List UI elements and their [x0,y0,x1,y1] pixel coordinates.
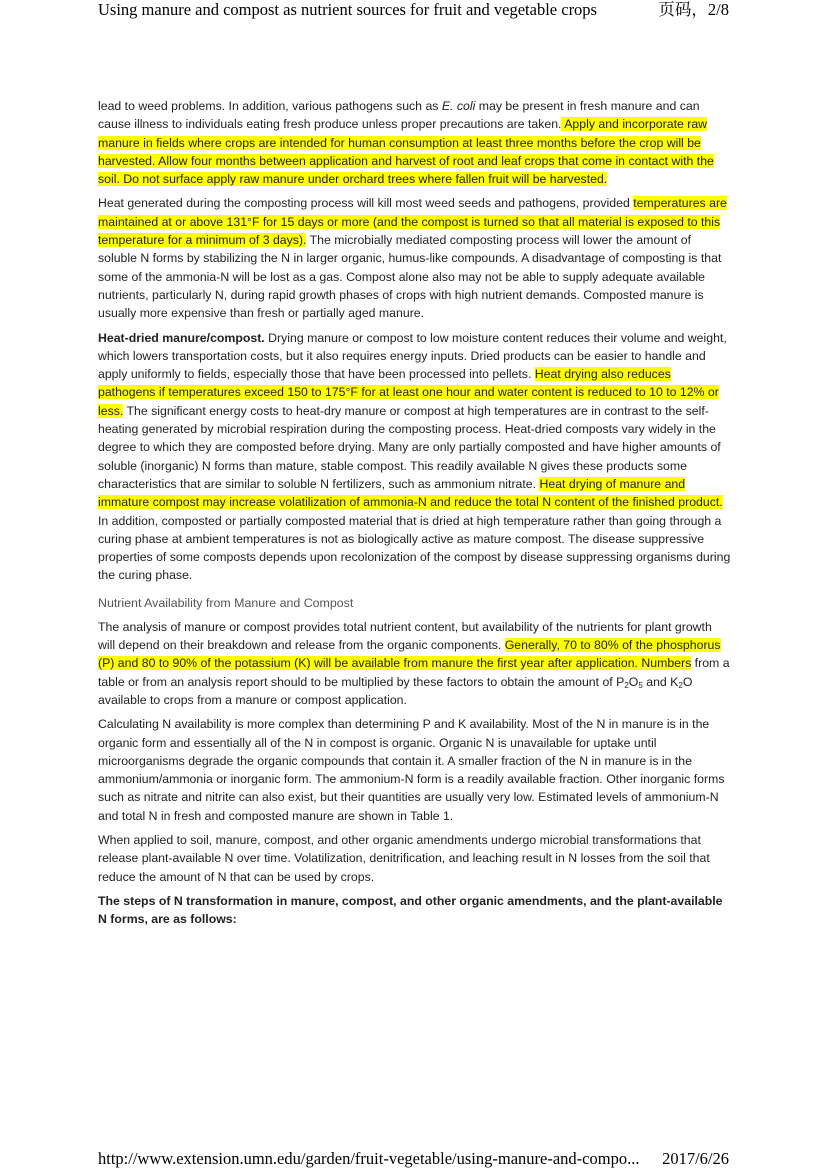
highlighted-text: Generally, 70 to 80% of the phosphorus (P) and 80 to 90% of the potassium (K) will be available from manure the first year after application. Numbers [98,638,721,671]
paragraph-transformations: When applied to soil, manure, compost, and other organic amendments undergo microbial transformations that release plant-available N over time. Volatilization, denitrification, and leaching result in N losses from the soil that reduce the amount of N that can be used by crops. [98,832,710,884]
page-footer [98,1149,729,1169]
paragraph-steps-intro [98,892,731,929]
text-span: O available to crops from a manure or compost application. [98,674,693,707]
text-span: The analysis of manure or compost provides total nutrient content, but availability of the nutrients for plant growth will depend on their breakdown and release from the organic components. [98,619,712,653]
paragraph-heat-dried [98,329,731,585]
bold-term: Heat-dried manure/compost. [98,330,265,345]
subscript: 2 [624,680,629,690]
highlighted-text: Heat drying also reduces pathogens if temperatures exceed 150 to 175°F for at least one hour and water content is reduced to 10 to 12% or less. [98,367,719,418]
highlighted-text: temperatures are maintained at or above 131°F for 15 days or more (and the compost is turned so that all material is exposed to this temperature for a minimum of 3 days). [98,196,727,248]
italic-term: E. coli [441,99,476,113]
text-span: from a table or from an analysis report should to be multiplied by these factors to obtain the amount of P [98,656,730,689]
text-span: and K [642,674,679,689]
paragraph-n-availability: Calculating N availability is more complex than determining P and K availability. Most of the N in manure is in the organic form and essentially all of the N in compost is organic. Organic N is unavailable for uptake until microorganisms degrade the organic compounds that contain it. A smaller fraction of the N in manure is in the ammonium/ammonia or inorganic form. The ammonium-N form is a readily available fraction. Other inorganic forms such as nitrate and nitrite can also exist, but their quantities are usually very low. Estimated levels of ammonium-N and total N in fresh and composted manure are shown in Table 1. [98,717,725,823]
highlighted-text: Apply and incorporate raw manure in fields where crops are intended for human consumption at least three months before the crop will be harvested. Allow four months between application and harvest of root and leaf crops that come in contact with the soil. Do not surface apply raw manure under orchard trees where fallen fruit will be harvested. [98,117,714,187]
text-span: The microbially mediated composting process will lower the amount of soluble N forms by stabilizing the N in larger organic, humus-like compounds. A disadvantage of composting is that some of the ammonia-N will be lost as a gas. Compost alone also may not be able to supply adequate available nutrients, particularly N, during rapid growth phases of crops with high nutrient demands. Composted manure is usually more expensive than fresh or partially aged manure. [98,233,722,321]
paragraph-pathogens [98,97,731,188]
paragraph-nutrient-availability [98,618,731,709]
print-date: 2017/6/26 [662,1149,729,1168]
article-body [98,97,731,934]
page-header [98,0,729,26]
subscript: 5 [638,680,643,690]
subscript: 2 [678,680,683,690]
text-span: Drying manure or compost to low moisture content reduces their volume and weight, which lowers transportation costs, but it also requires energy inputs. Dried products can be easier to handle and apply uniformly to fields, especially those that have been processed into pellets. [98,330,727,382]
bold-statement: The steps of N transformation in manure, compost, and other organic amendments, and the plant-available N forms, are as follows: [98,893,723,927]
text-span: O [628,674,639,689]
text-span: lead to weed problems. In addition, various pathogens such as [98,99,442,113]
document-title: Using manure and compost as nutrient sources for fruit and vegetable crops [98,0,597,19]
highlighted-text: Heat drying of manure and immature compost may increase volatilization of ammonia-N and reduce the total N content of the finished product. [98,476,723,510]
page-number: 页码，2/8 [658,0,729,19]
text-span: may be present in fresh manure and can cause illness to individuals eating fresh produce unless proper precautions are taken. [98,99,700,132]
source-url: http://www.extension.umn.edu/garden/fruit-vegetable/using-manure-and-compo... [98,1149,640,1168]
paragraph-composting [98,194,731,322]
text-span: Heat generated during the composting process will kill most weed seeds and pathogens, provided [98,196,634,211]
text-span: In addition, composted or partially composted material that is dried at high temperature rather than going through a curing phase at ambient temperatures is not as biologically active as mature compost. The disease suppressive properties of some composts depends upon recolonization of the compost by disease suppressing organisms during the curing phase. [98,513,731,583]
section-heading: Nutrient Availability from Manure and Compost [98,595,354,610]
text-span: The significant energy costs to heat-dry manure or compost at high temperatures are in contrast to the self-heating generated by microbial respiration during the composting process. Heat-dried composts vary widely in the degree to which they are composted before drying. Many are only partially composted and have higher amounts of soluble (inorganic) N forms than mature, stable compost. This readily available N gives these products some characteristics that are similar to soluble N fertilizers, such as ammonium nitrate. [98,403,721,491]
